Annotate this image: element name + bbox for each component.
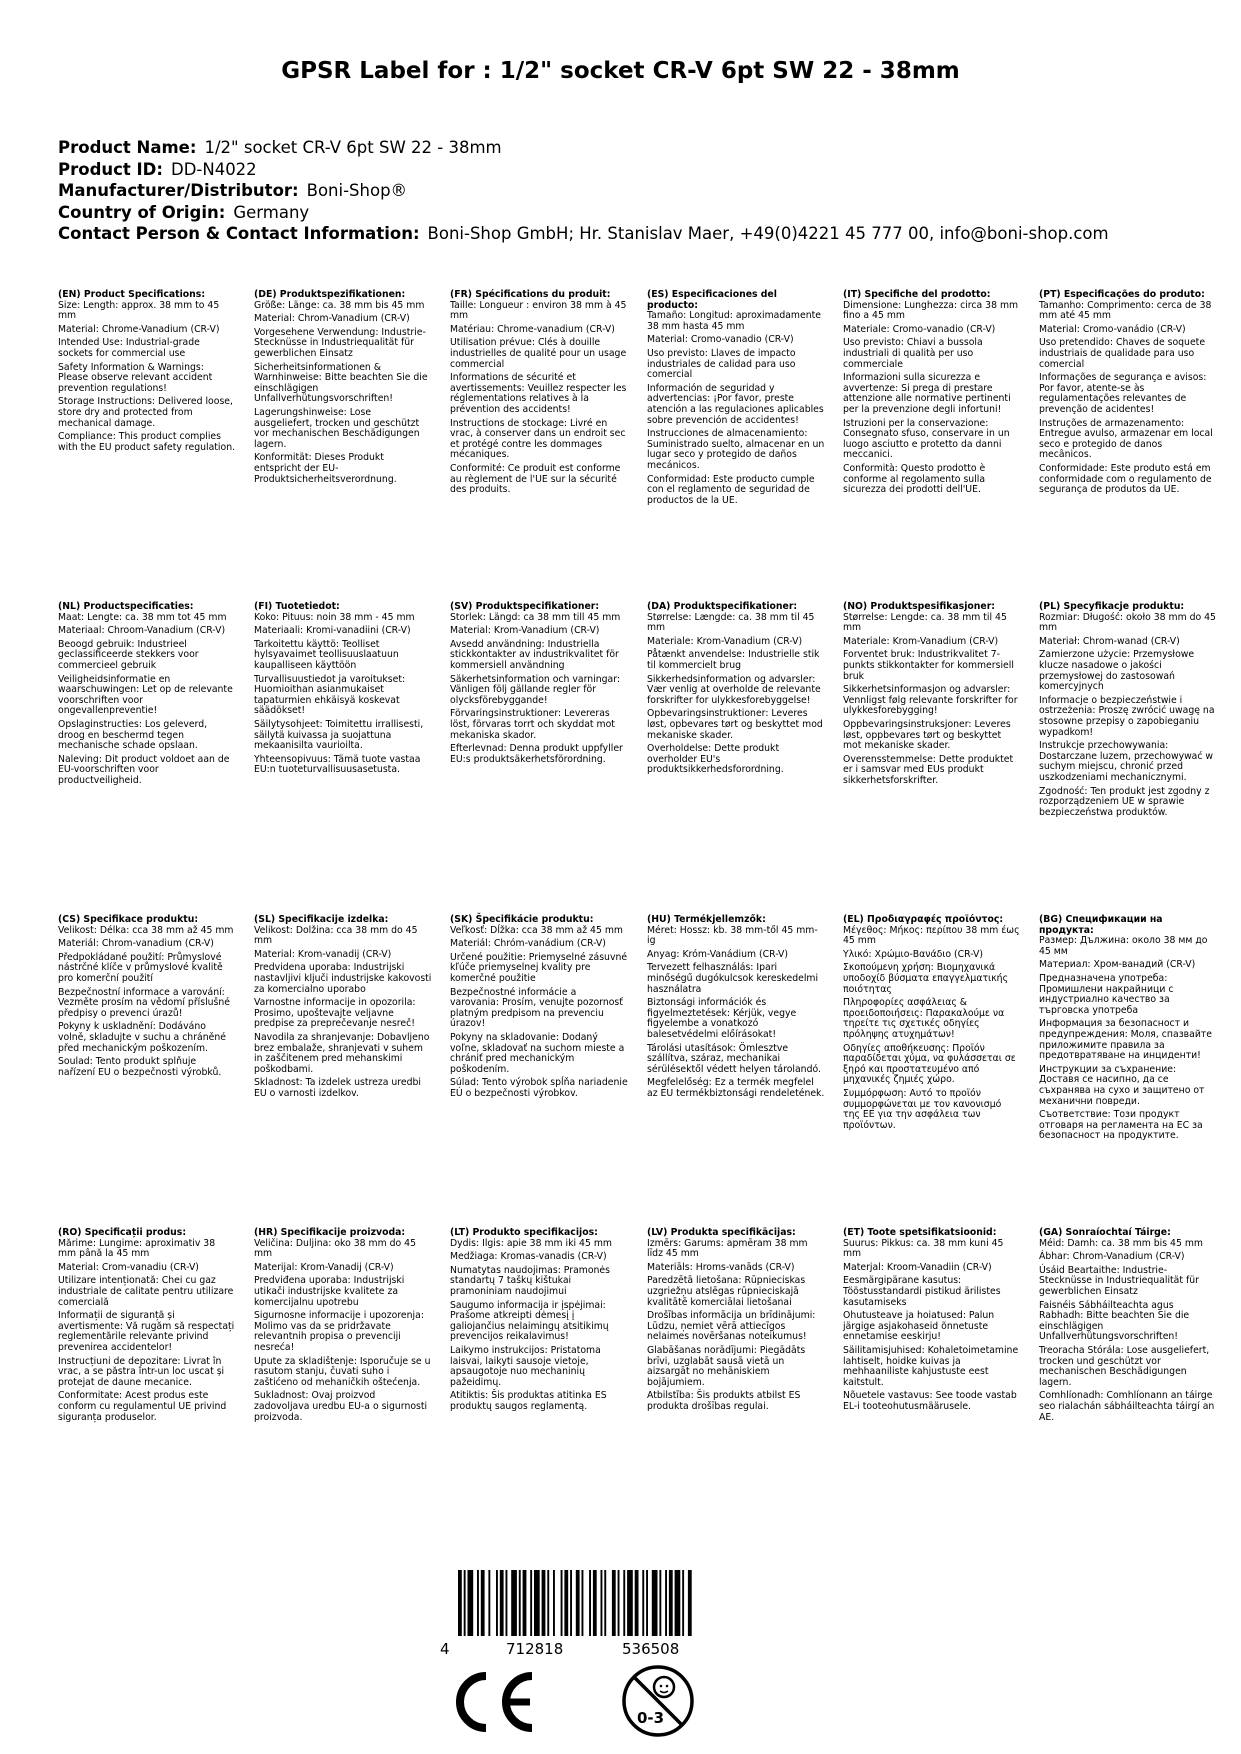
lang-spec-cell	[254, 602, 432, 779]
lang-spec-line: Materiál: Chrom-vanadium (CR-V)	[58, 938, 214, 950]
lang-spec-line: Υλικό: Χρώμιο-Βανάδιο (CR-V)	[843, 948, 984, 960]
lang-spec-line: Súlad: Tento výrobok spĺňa nariadenie EÚ o bezpečnosti výrobkov.	[450, 1077, 628, 1099]
lang-spec-line: Drošības informācija un brīdinājumi: Lūdzu, ņemiet vērā attiecīgos nelaimes novēršanas noteikumus!	[647, 1310, 816, 1343]
lang-spec-line: Koko: Pituus: noin 38 mm - 45 mm	[254, 611, 415, 623]
barcode-bar	[561, 1570, 563, 1636]
lang-spec-line: Upute za skladištenje: Isporučuje se u rasutom stanju, čuvati suho i zaštićeno od mehaničkih oštećenja.	[254, 1355, 431, 1388]
lang-spec-line: Material: Chrom-Vanadium (CR-V)	[254, 313, 410, 325]
product-info	[58, 137, 1198, 245]
lang-spec-line: Overensstemmelse: Dette produktet er i samsvar med EUs produkt sikkerhetsforskrifter.	[843, 753, 1014, 786]
barcode-bar	[542, 1570, 546, 1636]
lang-spec-heading: (HR) Specifikacije proizvoda:	[254, 1227, 406, 1238]
barcode-bar	[496, 1570, 498, 1636]
lang-spec-line: Saugumo informacija ir įspėjimai: Prašome atkreipti dėmesį į galiojančius nelaimingų atsitikimų prevencijos reikalavimus!	[450, 1299, 609, 1343]
manufacturer-value: Boni-Shop®	[306, 181, 408, 200]
lang-spec-line: Συμμόρφωση: Αυτό το προϊόν συμμορφώνεται με τον κανονισμό της ΕΕ για την ασφάλεια των προϊόντων.	[843, 1087, 1002, 1131]
lang-spec-line: Размер: Дължина: около 38 мм до 45 мм	[1039, 935, 1208, 957]
lang-spec-line: Taille: Longueur : environ 38 mm à 45 mm	[450, 299, 627, 322]
barcode-right-digits: 536508	[622, 1640, 680, 1658]
lang-spec-line: Veličina: Duljina: oko 38 mm do 45 mm	[254, 1237, 416, 1260]
barcode-bar	[519, 1570, 521, 1636]
barcode	[440, 1570, 740, 1660]
lang-spec-line: Sikkerhetsinformasjon og advarsler: Vennligst følg relevante forskrifter for ulykkesforebygging!	[843, 684, 1018, 717]
lang-spec-line: Material: Crom-vanadiu (CR-V)	[58, 1261, 199, 1273]
lang-spec-line: Izmērs: Garums: apmēram 38 mm līdz 45 mm	[647, 1237, 808, 1260]
lang-spec-line: Størrelse: Lengde: ca. 38 mm til 45 mm	[843, 611, 1007, 634]
lang-spec-line: Información de seguridad y advertencias: ¡Por favor, preste atención a las regulaciones aplicables sobre prevención de accidentes!	[647, 382, 824, 426]
ce-mark-icon	[450, 1670, 540, 1734]
lang-spec-line: Pokyny k uskladnění: Dodáváno volně, skladujte v suchu a chráněné před mechanickým poškozením.	[58, 1021, 226, 1054]
barcode-bar	[500, 1570, 504, 1636]
lang-spec-line: Instrucciones de almacenamiento: Suministrado suelto, almacenar en un lugar seco y protegido de daños mecánicos.	[647, 428, 825, 471]
barcode-bar	[530, 1570, 532, 1636]
lang-spec-heading: (FR) Spécifications du produit:	[450, 289, 611, 300]
contact-row	[58, 223, 1198, 245]
barcode-bars	[458, 1570, 692, 1636]
country-value: Germany	[233, 202, 310, 222]
lang-spec-cell	[1039, 1228, 1217, 1426]
lang-spec-line: Påtænkt anvendelse: Industrielle stik til kommercielt brug	[647, 649, 820, 671]
lang-spec-heading: (EN) Product Specifications:	[58, 289, 206, 300]
lang-spec-line: Material: Chrome-Vanadium (CR-V)	[58, 323, 220, 335]
lang-spec-line: Größe: Länge: ca. 38 mm bis 45 mm	[254, 299, 425, 311]
barcode-bar	[604, 1570, 606, 1636]
manufacturer-row	[58, 180, 1198, 202]
lang-spec-line: Materijal: Krom-Vanadij (CR-V)	[254, 1261, 394, 1273]
product-name-row	[58, 137, 1198, 159]
product-name-value: 1/2" socket CR-V 6pt SW 22 - 38mm	[204, 138, 502, 157]
lang-spec-line: Určené použitie: Priemyselné zásuvné kľúče priemyselnej kvality pre komerčné použitie	[450, 951, 628, 984]
barcode-bar	[652, 1570, 658, 1636]
lang-spec-line: Nõuetele vastavus: See toode vastab EL-i tooteohutusmäärusele.	[843, 1390, 1017, 1412]
lang-spec-line: Informações de segurança e avisos: Por favor, atente-se às regulamentações relevantes de prevenção de acidentes!	[1039, 372, 1207, 415]
barcode-bar	[547, 1570, 549, 1636]
lang-spec-cell	[58, 290, 236, 456]
barcode-bar	[570, 1570, 572, 1636]
lang-spec-line: Instrukcje przechowywania: Dostarczane luzem, przechowywać w suchym miejscu, chronić przed uszkodzeniami mechanicznymi.	[1039, 740, 1214, 783]
lang-spec-line: Paredzētā lietošana: Rūpnieciskas uzgriežņu atslēgas rūpnieciskajā kvalitātē komerciālai lietošanai	[647, 1275, 806, 1308]
lang-spec-line: Méid: Damh: ca. 38 mm bis 45 mm	[1039, 1237, 1203, 1249]
barcode-bar	[564, 1570, 568, 1636]
lang-spec-cell	[58, 915, 236, 1081]
lang-spec-line: Vorgesehene Verwendung: Industrie-Stecknüsse in Industriequalität für gewerblichen Einsatz	[254, 326, 426, 359]
lang-spec-cell	[450, 915, 628, 1103]
lang-spec-line: Materiaal: Chroom-Vanadium (CR-V)	[58, 625, 226, 637]
lang-spec-line: Tárolási utasítások: Ömlesztve szállítva, száraz, mechanikai sérülésektől védett helyen tárolandó.	[647, 1042, 821, 1075]
lang-spec-line: Predvidena uporaba: Industrijski nastavljivi ključi industrijske kakovosti za komercialno uporabo	[254, 962, 432, 995]
lang-spec-line: Bezpečnostné informácie a varovania: Prosím, venujte pozornosť platným predpisom na prevenciu úrazov!	[450, 986, 623, 1030]
page-title: GPSR Label for : 1/2" socket CR-V 6pt SW 22 - 38mm	[281, 58, 960, 84]
lang-spec-line: Uso previsto: Llaves de impacto industriales de calidad para uso comercial	[647, 347, 796, 381]
country-row	[58, 202, 1198, 224]
lang-spec-line: Storage Instructions: Delivered loose, store dry and protected from mechanical damage.	[58, 396, 233, 429]
lang-spec-line: Conformitate: Acest produs este conform cu regulamentul UE privind siguranța produselor.	[58, 1390, 227, 1423]
lang-spec-line: Zgodność: Ten produkt jest zgodny z rozporządzeniem UE w sprawie bezpieczeństwa produktów.	[1039, 785, 1210, 818]
lang-spec-line: Πληροφορίες ασφάλειας & προειδοποιήσεις: Παρακαλούμε να τηρείτε τις σχετικές οδηγίες πρόληψης ατυχημάτων!	[843, 997, 1005, 1040]
lang-spec-line: Materiał: Chrom-wanad (CR-V)	[1039, 635, 1180, 647]
lang-spec-line: Informații de siguranță și avertismente: Vă rugăm să respectați reglementările relevante privind prevenirea accidentelor!	[58, 1310, 235, 1353]
lang-spec-line: Beoogd gebruik: Industrieel geclassificeerde stekkers voor commercieel gebruik	[58, 638, 199, 671]
lang-spec-heading: (ET) Toote spetsifikatsioonid:	[843, 1227, 997, 1238]
lang-spec-line: Skladnost: Ta izdelek ustreza uredbi EU o varnosti izdelkov.	[254, 1077, 422, 1099]
barcode-bar	[481, 1570, 485, 1636]
lang-spec-line: Istruzioni per la conservazione: Consegnato sfuso, conservare in un luogo asciutto e protetto da danni meccanici.	[843, 417, 1010, 461]
lang-spec-line: Comhlíonadh: Comhlíonann an táirge seo rialachán sábháilteachta táirgí an AE.	[1039, 1390, 1215, 1423]
barcode-bar	[646, 1570, 648, 1636]
barcode-bar	[601, 1570, 603, 1636]
lang-spec-line: Bezpečnostní informace a varování: Vezměte prosím na vědomí příslušné předpisy o prevenci úrazů!	[58, 986, 231, 1019]
barcode-bar	[682, 1570, 684, 1636]
lang-spec-line: Maat: Lengte: ca. 38 mm tot 45 mm	[58, 611, 227, 623]
lang-spec-line: Soulad: Tento produkt splňuje nařízení EU o bezpečnosti výrobků.	[58, 1056, 222, 1078]
lang-spec-line: Материал: Хром-ванадий (CR-V)	[1039, 959, 1196, 971]
lang-spec-line: Materiale: Cromo-vanadio (CR-V)	[843, 323, 996, 335]
lang-spec-line: Oppbevaringsinstruksjoner: Leveres løst, oppbevares tørt og beskyttet mot mekaniske skader.	[843, 718, 1011, 752]
lang-spec-cell	[450, 290, 628, 499]
lang-spec-heading: (ES) Especificaciones del producto:	[647, 289, 777, 311]
lang-spec-line: Megfelelőség: Ez a termék megfelel az EU termékbiztonsági rendeletének.	[647, 1077, 825, 1099]
barcode-bar	[534, 1570, 540, 1636]
lang-spec-line: Sikkerhedsinformation og advarsler: Vær venlig at overholde de relevante forskrifter for ulykkesforebyggelse!	[647, 673, 821, 706]
lang-spec-line: Opbevaringsinstruktioner: Leveres løst, opbevares tørt og beskyttet mod mekaniske skader.	[647, 708, 823, 741]
lang-spec-heading: (EL) Προδιαγραφές προϊόντος:	[843, 914, 1004, 925]
lang-spec-line: Tarkoitettu käyttö: Teolliset hylsyavaimet teollisuuslaatuun kaupalliseen käyttöön	[254, 638, 399, 671]
lang-spec-line: Overholdelse: Dette produkt overholder EU's produktsikkerhedsforordning.	[647, 743, 784, 776]
lang-spec-line: Materiāls: Hroms-vanāds (CR-V)	[647, 1261, 795, 1273]
barcode-bar	[627, 1570, 633, 1636]
lang-spec-line: Pokyny na skladovanie: Dodaný voľne, skladovať na suchom mieste a chrániť pred mechanickým poškodením.	[450, 1031, 625, 1075]
lang-spec-line: Ohutusteave ja hoiatused: Palun järgige asjakohaseid õnnetuste ennetamise eeskirju!	[843, 1310, 995, 1343]
product-id-row	[58, 159, 1198, 181]
lang-spec-line: Medžiaga: Kromas-vanadis (CR-V)	[450, 1251, 607, 1263]
country-label: Country of Origin:	[58, 202, 226, 222]
lang-spec-line: Dydis: Ilgis: apie 38 mm iki 45 mm	[450, 1237, 612, 1249]
barcode-bar	[688, 1570, 692, 1636]
lang-spec-line: Säkerhetsinformation och varningar: Vänligen följ gällande regler för olycksförebyggande!	[450, 673, 621, 706]
lang-spec-line: Veľkosť: Dĺžka: cca 38 mm až 45 mm	[450, 924, 623, 936]
lang-spec-line: Rozmiar: Długość: około 38 mm do 45 mm	[1039, 611, 1216, 634]
child-face-icon	[654, 1677, 674, 1697]
lang-spec-line: Material: Cromo-vanadio (CR-V)	[647, 334, 794, 346]
barcode-bar	[523, 1570, 527, 1636]
lang-spec-cell	[1039, 290, 1217, 499]
lang-spec-heading: (CS) Specifikace produktu:	[58, 914, 199, 925]
lang-spec-line: Předpokládané použití: Průmyslové nástrčné klíče v průmyslové kvalitě pro komerční použití	[58, 951, 223, 984]
lang-spec-line: Eesmärgipärane kasutus: Tööstusstandardi pistikud ärilistes kasutamiseks	[843, 1275, 1001, 1308]
lang-spec-line: Conformité: Ce produit est conforme au règlement de l'UE sur la sécurité des produits.	[450, 462, 621, 496]
lang-spec-line: Förvaringsinstruktioner: Levereras löst, förvaras torrt och skyddat mot mekaniska skador.	[450, 708, 615, 741]
lang-spec-line: Informazioni sulla sicurezza e avvertenze: Si prega di prestare attenzione alle normative pertinenti per la prevenzione degli infortuni!	[843, 372, 1011, 415]
lang-spec-line: Glabāšanas norādījumi: Piegādāts brīvi, uzglabāt sausā vietā un aizsargāt no mehāniskiem bojājumiem.	[647, 1344, 806, 1388]
lang-spec-line: Material: Krom-vanadij (CR-V)	[254, 948, 392, 960]
lang-spec-line: Materjal: Kroom-Vanadiin (CR-V)	[843, 1261, 992, 1273]
lang-spec-cell	[254, 915, 432, 1103]
lang-spec-line: Säilytysohjeet: Toimitettu irrallisesti, säilytä kuivassa ja suojattuna mekaanisilta vaurioilta.	[254, 718, 424, 752]
lang-spec-line: Predviđena uporaba: Industrijski utikači industrijske kvalitete za komercijalnu upotrebu	[254, 1275, 405, 1308]
barcode-bar	[659, 1570, 661, 1636]
lang-spec-line: Numatytas naudojimas: Pramonės standartų 7 taškų kištukai pramoniniam naudojimui	[450, 1264, 610, 1297]
barcode-bar	[642, 1570, 644, 1636]
lang-spec-line: Instructions de stockage: Livré en vrac, à conserver dans un endroit sec et protégé contre les dommages mécaniques.	[450, 417, 626, 461]
lang-spec-line: Informations de sécurité et avertissements: Veuillez respecter les réglementations relatives à la prévention des accidents!	[450, 372, 627, 415]
lang-spec-heading: (NL) Productspecificaties:	[58, 601, 194, 612]
lang-spec-line: Veiligheidsinformatie en waarschuwingen: Let op de relevante voorschriften voor ongevallenpreventie!	[58, 673, 233, 717]
barcode-left-digits: 712818	[506, 1640, 564, 1658]
lang-spec-line: Efterlevnad: Denna produkt uppfyller EU:s produktsäkerhetsförordning.	[450, 743, 623, 765]
lang-spec-line: Ábhar: Chrom-Vanadium (CR-V)	[1039, 1251, 1185, 1263]
lang-spec-line: Tervezett felhasználás: Ipari minőségű dugókulcsok kereskedelmi használatra	[647, 962, 819, 995]
lang-spec-heading: (SK) Špecifikácie produktu:	[450, 914, 594, 925]
lang-spec-cell	[647, 1228, 825, 1416]
product-id-label: Product ID:	[58, 159, 163, 179]
lang-spec-heading: (LV) Produkta specifikācijas:	[647, 1227, 796, 1238]
lang-spec-line: Предназначена употреба: Промишлени накрайници с индустриално качество за търговска употреба	[1039, 972, 1174, 1016]
lang-spec-line: Utilisation prévue: Clés à douille industrielles de qualité pour un usage commercial	[450, 337, 627, 370]
lang-spec-line: Yhteensopivuus: Tämä tuote vastaa EU:n tuoteturvallisuusasetusta.	[254, 753, 421, 776]
lang-spec-line: Forventet bruk: Industrikvalitet 7-punkts stikkontakter for kommersiell bruk	[843, 649, 1014, 682]
lang-spec-line: Sicherheitsinformationen & Warnhinweise: Bitte beachten Sie die einschlägigen Unfallverhütungsvorschriften!	[254, 361, 428, 405]
lang-spec-line: Úsáid Beartaithe: Industrie-Stecknüsse in Industriequalität für gewerblichen Einsatz	[1039, 1264, 1199, 1297]
lang-spec-line: Съответствие: Този продукт отговаря на регламента на ЕС за безопасност на продуктите.	[1039, 1109, 1203, 1142]
barcode-bar	[511, 1570, 517, 1636]
barcode-bar	[576, 1570, 580, 1636]
lang-spec-heading: (HU) Termékjellemzők:	[647, 914, 766, 925]
lang-spec-cell	[647, 602, 825, 779]
lang-spec-line: Storlek: Längd: ca 38 mm till 45 mm	[450, 611, 621, 623]
barcode-bar	[635, 1570, 639, 1636]
lang-spec-line: Materiale: Krom-Vanadium (CR-V)	[647, 635, 803, 647]
lang-spec-cell	[450, 1228, 628, 1416]
product-name-label: Product Name:	[58, 138, 197, 157]
lang-spec-cell	[647, 915, 825, 1103]
lang-spec-line: Μέγεθος: Μήκος: περίπου 38 mm έως 45 mm	[843, 924, 1020, 947]
lang-spec-line: Naleving: Dit product voldoet aan de EU-voorschriften voor productveiligheid.	[58, 753, 230, 786]
lang-spec-line: Materiale: Krom-Vanadium (CR-V)	[843, 635, 999, 647]
lang-spec-line: Navodila za shranjevanje: Dobavljeno brez embalaže, shranjevati v suhem in zaščitenem pred mehanskimi poškodbami.	[254, 1031, 430, 1075]
lang-spec-line: Conformidad: Este producto cumple con el reglamento de seguridad de productos de la UE.	[647, 473, 815, 506]
lang-spec-line: Σκοπούμενη χρήση: Βιομηχανικά υποδοχίδ βύσματα επαγγελματικής ποιότητας	[843, 962, 1009, 995]
lang-spec-line: Velikost: Délka: cca 38 mm až 45 mm	[58, 924, 234, 936]
lang-spec-line: Informacje o bezpieczeństwie i ostrzeżenia: Proszę zwrócić uwagę na stosowne przepisy o zapobieganiu wypadkom!	[1039, 694, 1215, 738]
lang-spec-line: Material: Krom-Vanadium (CR-V)	[450, 625, 600, 637]
barcode-bar	[589, 1570, 591, 1636]
lang-spec-line: Uso pretendido: Chaves de soquete industriais de qualidade para uso comercial	[1039, 337, 1206, 370]
lang-spec-heading: (DE) Produktspezifikationen:	[254, 289, 406, 300]
barcode-prefix: 4	[440, 1640, 450, 1658]
lang-spec-line: Materiaali: Kromi-vanadiini (CR-V)	[254, 625, 411, 637]
barcode-bar	[623, 1570, 625, 1636]
lang-spec-heading: (IT) Specifiche del prodotto:	[843, 289, 991, 300]
age-range-label: 0-3	[637, 1709, 665, 1727]
lang-spec-line: Matériau: Chrome-vanadium (CR-V)	[450, 323, 615, 335]
lang-spec-cell	[1039, 915, 1217, 1145]
lang-spec-line: Suurus: Pikkus: ca. 38 mm kuni 45 mm	[843, 1237, 1004, 1260]
barcode-bar	[675, 1570, 681, 1636]
barcode-bar	[488, 1570, 490, 1636]
lang-spec-line: Instrucțiuni de depozitare: Livrat în vrac, a se păstra într-un loc uscat și protejat de daune mecanice.	[58, 1355, 225, 1388]
lang-spec-line: Dimensione: Lunghezza: circa 38 mm fino a 45 mm	[843, 299, 1019, 322]
manufacturer-label: Manufacturer/Distributor:	[58, 181, 299, 200]
barcode-bar	[468, 1570, 474, 1636]
barcode-bar	[618, 1570, 620, 1636]
lang-spec-line: Varnostne informacije in opozorila: Prosimo, upoštevajte veljavne predpise za preprečevanje nesreč!	[254, 997, 416, 1030]
lang-spec-line: Conformità: Questo prodotto è conforme al regolamento sulla sicurezza dei prodotti dell'UE.	[843, 462, 986, 496]
lang-spec-heading: (RO) Specificații produs:	[58, 1227, 187, 1238]
lang-spec-line: Størrelse: Længde: ca. 38 mm til 45 mm	[647, 611, 815, 634]
lang-spec-line: Velikost: Dolžina: cca 38 mm do 45 mm	[254, 924, 418, 947]
lang-spec-line: Turvallisuustiedot ja varoitukset: Huomioithan asianmukaiset tapaturmien ehkäisyä koskevat säädökset!	[254, 673, 406, 717]
lang-spec-cell	[843, 602, 1021, 790]
lang-spec-line: Οδηγίες αποθήκευσης: Προϊόν παραδίδεται χύμα, να φυλάσσεται σε ξηρό και προστατευμένο από μηχανικές ζημιές χώρο.	[843, 1042, 1016, 1086]
lang-spec-cell	[843, 290, 1021, 499]
barcode-bar	[553, 1570, 555, 1636]
lang-spec-line: Tamanho: Comprimento: cerca de 38 mm até 45 mm	[1039, 299, 1212, 322]
barcode-bar	[665, 1570, 667, 1636]
lang-spec-line: Treoracha Stórála: Lose ausgeliefert, trocken und geschützt vor mechanischen Beschädigungen lagern.	[1039, 1344, 1210, 1388]
lang-spec-heading: (NO) Produktspesifikasjoner:	[843, 601, 996, 612]
lang-spec-line: Информация за безопасност и предупреждения: Моля, спазвайте приложимите правила за предотвратяване на инциденти!	[1039, 1018, 1212, 1062]
lang-spec-line: Konformität: Dieses Produkt entspricht der EU-Produktsicherheitsverordnung.	[254, 452, 397, 485]
lang-spec-heading: (DA) Produktspecifikationer:	[647, 601, 798, 612]
lang-spec-line: Mărime: Lungime: aproximativ 38 mm până la 45 mm	[58, 1237, 216, 1260]
lang-spec-heading: (SV) Produktspecifikationer:	[450, 601, 600, 612]
lang-spec-heading: (PT) Especificações do produto:	[1039, 289, 1205, 300]
contact-label: Contact Person & Contact Information:	[58, 224, 420, 243]
lang-spec-line: Biztonsági információk és figyelmeztetések: Kérjük, vegye figyelembe a vonatkozó balesetvédelmi előírásokat!	[647, 997, 797, 1040]
barcode-bar	[669, 1570, 673, 1636]
lang-spec-cell	[58, 1228, 236, 1426]
lang-spec-line: Uso previsto: Chiavi a bussola industriali di qualità per uso commerciale	[843, 337, 983, 370]
barcode-bar	[464, 1570, 466, 1636]
lang-spec-line: Conformidade: Este produto está em conformidade com o regulamento de segurança de produtos da UE.	[1039, 462, 1212, 496]
barcode-bar	[582, 1570, 584, 1636]
lang-spec-cell	[843, 1228, 1021, 1416]
barcode-bar	[477, 1570, 479, 1636]
barcode-bar	[506, 1570, 508, 1636]
barcode-bar	[612, 1570, 616, 1636]
lang-spec-heading: (SL) Specifikacije izdelka:	[254, 914, 389, 925]
lang-spec-line: Materiál: Chróm-vanádium (CR-V)	[450, 938, 606, 950]
lang-spec-line: Инструкции за съхранение: Доставя се насипно, да се съхранява на сухо и защитено от механични повреди.	[1039, 1063, 1205, 1107]
age-warning-icon	[620, 1663, 696, 1739]
lang-spec-cell	[1039, 602, 1217, 821]
lang-spec-line: Instruções de armazenamento: Entregue avulso, armazenar em local seco e protegido de danos mecânicos.	[1039, 417, 1213, 461]
contact-value: Boni-Shop GmbH; Hr. Stanislav Maer, +49(0)4221 45 777 00, info@boni-shop.com	[427, 224, 1109, 243]
lang-spec-line: Avsedd användning: Industriella stickkontakter av industrikvalitet för kommersiell användning	[450, 638, 619, 671]
lang-spec-cell	[58, 602, 236, 790]
lang-spec-line: Atitiktis: Šis produktas atitinka ES produktų saugos reglamentą.	[450, 1390, 607, 1412]
lang-spec-line: Anyag: Króm-Vanádium (CR-V)	[647, 948, 789, 960]
lang-spec-line: Tamaño: Longitud: aproximadamente 38 mm hasta 45 mm	[647, 310, 821, 332]
lang-spec-cell	[254, 1228, 432, 1426]
lang-spec-line: Zamierzone użycie: Przemysłowe klucze nasadowe o jakości przemysłowej do zastosowań komercyjnych	[1039, 649, 1195, 693]
lang-spec-line: Material: Cromo-vanádio (CR-V)	[1039, 323, 1186, 335]
product-id-value: DD-N4022	[170, 159, 257, 179]
lang-spec-line: Sukladnost: Ovaj proizvod zadovoljava uredbu EU-a o sigurnosti proizvoda.	[254, 1390, 428, 1423]
lang-spec-cell	[450, 602, 628, 768]
lang-spec-heading: (PL) Specyfikacje produktu:	[1039, 601, 1185, 612]
barcode-bar	[593, 1570, 597, 1636]
lang-spec-line: Atbilstība: Šis produkts atbilst ES produkta drošības regulai.	[647, 1390, 801, 1412]
lang-spec-line: Lagerungshinweise: Lose ausgeliefert, trocken und geschützt vor mechanischen Beschädigungen lagern.	[254, 406, 420, 450]
lang-spec-heading: (FI) Tuotetiedot:	[254, 601, 340, 612]
lang-spec-heading: (GA) Sonraíochtaí Táirge:	[1039, 1227, 1171, 1238]
lang-spec-line: Safety Information & Warnings: Please observe relevant accident prevention regulations!	[58, 361, 213, 394]
lang-spec-line: Faisnéis Sábháilteachta agus Rabhadh: Bitte beachten Sie die einschlägigen Unfallverhütungsvorschriften!	[1039, 1299, 1190, 1343]
lang-spec-line: Méret: Hossz: kb. 38 mm-től 45 mm-ig	[647, 924, 818, 947]
lang-spec-line: Laikymo instrukcijos: Pristatoma laisvai, laikyti sausoje vietoje, apsaugotoje nuo mechaninių pažeidimų.	[450, 1344, 601, 1388]
barcode-bar	[458, 1570, 462, 1636]
lang-spec-line: Opslaginstructies: Los geleverd, droog en beschermd tegen mechanische schade opslaan.	[58, 718, 208, 752]
lang-spec-cell	[254, 290, 432, 488]
lang-spec-line: Size: Length: approx. 38 mm to 45 mm	[58, 299, 220, 322]
lang-spec-heading: (LT) Produkto specifikacijos:	[450, 1227, 598, 1238]
lang-spec-line: Sigurnosne informacije i upozorenja: Molimo vas da se pridržavate relevantnih propisa o prevenciji nesreća!	[254, 1310, 424, 1353]
lang-spec-cell	[843, 915, 1021, 1134]
lang-spec-line: Säilitamisjuhised: Kohaletoimetamine lahtiselt, hoidke kuivas ja mehhaaniliste kahjustuste eest kaitstult.	[843, 1344, 1019, 1388]
lang-spec-line: Utilizare intenționată: Chei cu gaz industriale de calitate pentru utilizare comercială	[58, 1275, 234, 1308]
lang-spec-cell	[647, 290, 825, 509]
lang-spec-line: Intended Use: Industrial-grade sockets for commercial use	[58, 337, 200, 359]
lang-spec-line: Compliance: This product complies with the EU product safety regulation.	[58, 431, 236, 453]
lang-spec-heading: (BG) Спецификации на продукта:	[1039, 914, 1163, 936]
